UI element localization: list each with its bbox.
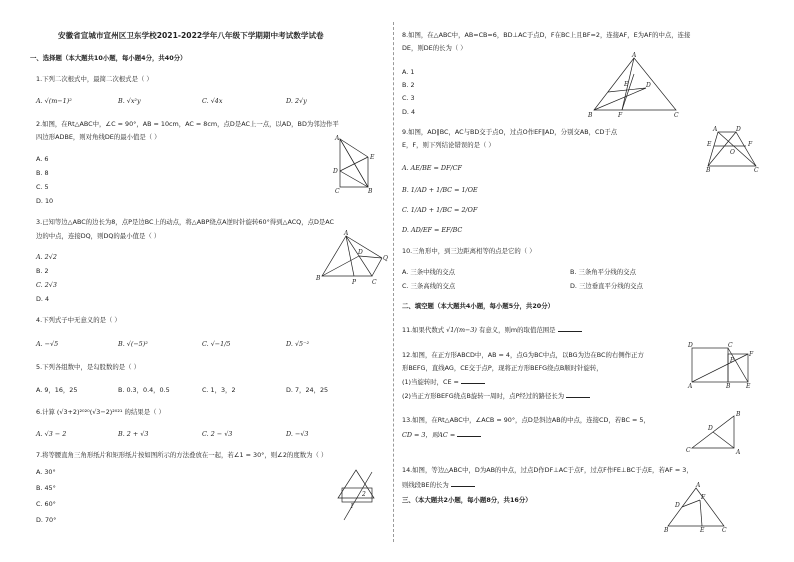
q6-option-c: C. 2 − √3 [202, 430, 233, 438]
q12-blank-1[interactable] [461, 377, 485, 384]
q2-line-2: 四边形ADBE，则对角线DE的最小值是（ ） [36, 133, 161, 141]
svg-text:P: P [730, 357, 735, 364]
section-3-heading: 三、（本大题共2小题，每小题8分，共16分） [402, 496, 532, 504]
q10-option-b: B. 三条角平分线的交点 [570, 268, 636, 276]
column-divider [393, 22, 394, 542]
svg-text:C: C [335, 188, 340, 195]
svg-text:1: 1 [350, 503, 354, 510]
q13-line-2 [402, 430, 481, 439]
svg-text:F: F [618, 112, 623, 119]
q2-option-c: C. 5 [36, 183, 49, 191]
svg-text:A: A [688, 383, 693, 390]
left-column [30, 0, 386, 562]
q11-text [402, 325, 582, 334]
q4-option-a: A. −√5 [36, 340, 59, 348]
svg-text:A: A [696, 482, 701, 489]
q5-option-c: C. 1，3，2 [202, 386, 236, 394]
svg-text:B: B [368, 188, 373, 195]
svg-text:B: B [726, 383, 731, 390]
q4-option-b: B. √(−5)² [118, 340, 148, 348]
svg-text:A: A [736, 449, 741, 456]
q7-option-b: B. 45° [36, 484, 56, 492]
q13-answer-blank[interactable] [457, 430, 481, 437]
q11-prefix: 11.如果代数式 [402, 326, 445, 334]
svg-text:D: D [688, 342, 693, 349]
svg-text:D: D [646, 82, 651, 89]
q13-question: CD = 3，则AC = [402, 431, 456, 439]
q8-option-c: C. 3 [402, 94, 415, 102]
svg-text:D: D [358, 249, 363, 256]
svg-text:C: C [728, 342, 733, 349]
q3-option-a: A. 2√2 [36, 253, 57, 261]
svg-text:A: A [632, 52, 637, 59]
q1-option-b: B. √x²y [118, 97, 141, 105]
q12-part-1: (1)当旋转时，CE = [402, 378, 459, 386]
q7-option-c: C. 60° [36, 500, 56, 508]
q4-option-d: D. √5⁻² [286, 340, 310, 348]
q5-option-b: B. 0.3，0.4，0.5 [118, 386, 170, 394]
q12-figure [688, 344, 768, 388]
svg-text:B: B [736, 411, 741, 418]
svg-text:O: O [730, 149, 735, 156]
svg-text:D: D [333, 168, 338, 175]
q9-option-b: B. 1/AD + 1/BC = 1/OE [402, 186, 478, 194]
q11-suffix: 有意义，则m的取值范围是 [478, 326, 556, 334]
svg-text:B: B [664, 527, 669, 534]
q11-answer-blank[interactable] [558, 325, 582, 332]
q13-line-1: 13.如图，在Rt△ABC中，∠ACB = 90°，点D是斜边AB的中点，连接CD，若BC = 5， [402, 416, 650, 424]
q14-answer-blank[interactable] [451, 480, 475, 487]
q2-option-d: D. 10 [36, 197, 54, 205]
svg-text:F: F [748, 141, 753, 148]
q1-option-a: A. √(m−1)² [36, 97, 72, 105]
q4-option-c: C. √−1/5 [202, 340, 231, 348]
q8-option-a: A. 1 [402, 68, 415, 76]
q2-line-1: 2.如图，在Rt△ABC中，∠C = 90°，AB = 10cm，AC = 8cm，点D是AC上一点，以AD，BD为邻边作平 [36, 120, 339, 128]
q6-option-b: B. 2 + √3 [118, 430, 149, 438]
section-1-heading: 一、选择题（本大题共10小题，每小题4分，共40分） [30, 54, 187, 62]
svg-text:F: F [749, 351, 754, 358]
svg-text:B: B [706, 167, 711, 174]
svg-text:E: E [746, 383, 751, 390]
q5-stem: 5.下列各组数中，是勾股数的是（ ） [36, 363, 140, 371]
q12-line-3 [402, 377, 485, 386]
q3-option-c: C. 2√3 [36, 281, 57, 289]
q3-option-b: B. 2 [36, 267, 49, 275]
svg-text:D: D [736, 126, 741, 133]
svg-text:A: A [713, 126, 718, 133]
q8-option-d: D. 4 [402, 108, 416, 116]
q2-figure [326, 135, 376, 195]
svg-text:2: 2 [362, 491, 366, 498]
section-2-heading: 二、填空题（本大题共4小题，每小题5分，共20分） [402, 302, 554, 310]
svg-text:C: C [674, 112, 679, 119]
q12-blank-2[interactable] [566, 391, 590, 398]
q6-stem: 6.计算 (√3+2)²⁰²⁰(√3−2)²⁰²¹ 的结果是（ ） [36, 408, 165, 416]
svg-text:E: E [700, 527, 705, 534]
q5-option-a: A. 9，16，25 [36, 386, 78, 394]
q3-line-1: 3.已知等边△ABC的边长为8，点P是边BC上的动点，将△ABP绕点A逆时针旋转60°得到△ACQ，点D是AC [36, 218, 335, 226]
q3-line-2: 边的中点，连接DQ，则DQ的最小值是（ ） [36, 232, 161, 240]
svg-text:C: C [754, 167, 759, 174]
svg-text:C: C [686, 447, 691, 454]
svg-text:B: B [588, 112, 593, 119]
q12-part-2: (2)当正方形BEFG绕点B旋转一周时，点P经过的路径长为 [402, 392, 565, 400]
q8-line-1: 8.如图，在△ABC中，AB=CB=6，BD⊥AC于点D，F在BC上且BF=2，连接AF，E为AF的中点，连接 [402, 31, 691, 39]
exam-title: 安徽省宣城市宣州区卫东学校2021-2022学年八年级下学期期中考试数学试卷 [58, 31, 324, 40]
q10-option-a: A. 三条中线的交点 [402, 268, 456, 276]
q1-stem: 1.下列二次根式中，最简二次根式是（ ） [36, 75, 153, 83]
q1-option-d: D. 2√y [286, 97, 307, 105]
q7-option-a: A. 30° [36, 468, 56, 476]
svg-text:E: E [624, 81, 629, 88]
q11-expression: √1/(m−3) [446, 326, 477, 334]
svg-text:A: A [335, 135, 340, 142]
svg-text:E: E [707, 141, 712, 148]
q9-line-1: 9.如图，AD∥BC，AC与BD交于点O，过点O作EF∥AD，分别交AB，CD于点 [402, 128, 618, 136]
q4-stem: 4.下列式子中无意义的是（ ） [36, 316, 121, 324]
q8-line-2: DE，则DE的长为（ ） [402, 44, 467, 52]
q3-option-d: D. 4 [36, 295, 50, 303]
q8-figure [588, 54, 684, 120]
q7-stem: 7.将等腰直角三角形纸片和矩形纸片按如图所示的方法叠放在一起，若∠1 = 30°，则∠2的度数为（ ） [36, 451, 328, 459]
svg-text:A: A [344, 230, 349, 237]
svg-text:Q: Q [383, 255, 388, 262]
q6-option-d: D. −√3 [286, 430, 309, 438]
svg-text:P: P [352, 279, 357, 286]
q7-option-d: D. 70° [36, 516, 57, 524]
q3-figure [316, 232, 386, 287]
q10-option-c: C. 三条高线的交点 [402, 282, 456, 290]
q12-line-4 [402, 391, 590, 400]
right-column [400, 0, 772, 562]
q14-line-1: 14.如图，等边△ABC中，D为AB的中点，过点D作DF⊥AC于点F，过点F作FE⊥BC于点E，若AF = 3， [402, 466, 693, 474]
q13-figure [686, 412, 758, 456]
q14-question: 则线段BE的长为 [402, 481, 449, 489]
q10-stem: 10.三角形中，到三边距离相等的点是它的（ ） [402, 247, 536, 255]
q9-line-2: E，F，则下列结论错误的是（ ） [402, 141, 495, 149]
q9-figure [706, 128, 766, 172]
q12-line-1: 12.如图，在正方形ABCD中，AB = 4，点G为BC中点，以BG为边在BC的右侧作正方 [402, 351, 644, 359]
q7-figure [336, 468, 378, 524]
q9-option-d: D. AD/EF = EF/BC [402, 226, 463, 234]
q9-option-c: C. 1/AD + 1/BC = 2/OF [402, 206, 478, 214]
q1-option-c: C. √4x [202, 97, 223, 105]
svg-text:D: D [708, 425, 713, 432]
q8-option-b: B. 2 [402, 81, 415, 89]
svg-text:D: D [675, 502, 680, 509]
q6-option-a: A. √3 − 2 [36, 430, 67, 438]
q5-option-d: D. 7，24，25 [286, 386, 329, 394]
q10-option-d: D. 三边垂直平分线的交点 [570, 282, 643, 290]
q14-line-2 [402, 480, 475, 489]
svg-text:B: B [316, 275, 321, 282]
q9-option-a: A. AE/BE = DF/CF [402, 164, 462, 172]
svg-text:C: C [372, 279, 377, 286]
svg-text:C: C [722, 527, 727, 534]
svg-text:E: E [370, 154, 375, 161]
q14-figure [664, 484, 728, 532]
svg-text:F: F [701, 494, 706, 501]
q12-line-2: 形BEFG，直线AG，CE交于点P，现将正方形BEFG绕点B顺时针旋转， [402, 364, 603, 372]
q2-option-b: B. 8 [36, 169, 49, 177]
q2-option-a: A. 6 [36, 155, 49, 163]
